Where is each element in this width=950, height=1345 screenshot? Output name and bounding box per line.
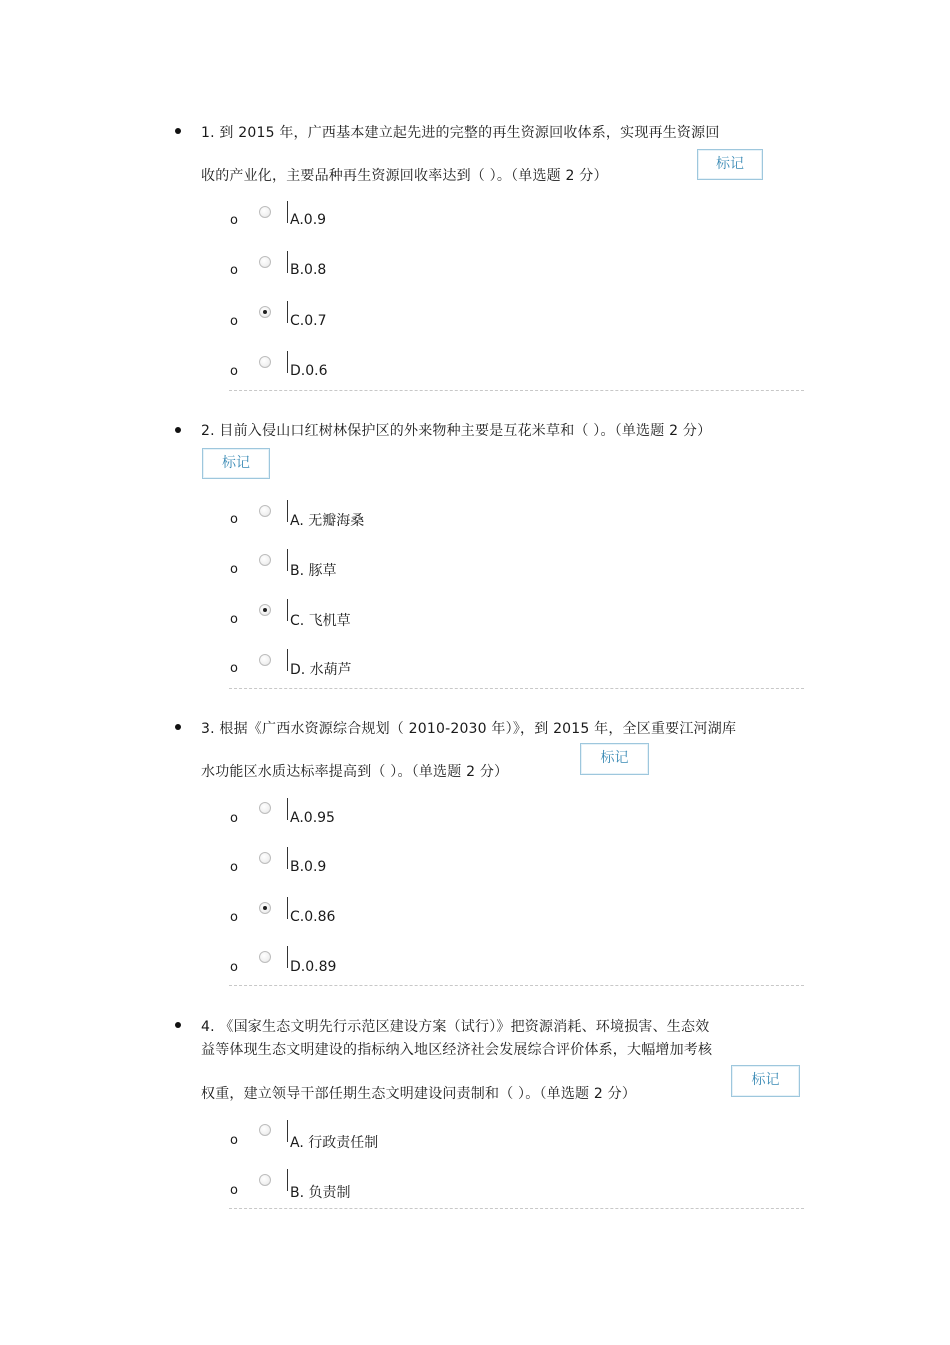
- option-bullet: o: [230, 562, 238, 577]
- option-bullet: o: [230, 364, 238, 379]
- option-bullet: o: [230, 512, 238, 527]
- option-radio[interactable]: [259, 802, 271, 814]
- mark-button[interactable]: 标记: [580, 743, 649, 775]
- option-radio-selected[interactable]: [259, 902, 271, 914]
- text-cursor: [287, 301, 288, 323]
- option-label[interactable]: D.0.89: [290, 959, 337, 975]
- text-cursor: [287, 500, 288, 522]
- option-label[interactable]: A.0.9: [290, 212, 327, 228]
- option-bullet: o: [230, 960, 238, 975]
- option-label[interactable]: B.0.8: [290, 262, 327, 278]
- text-cursor: [287, 649, 288, 671]
- question-1-line-1: 1. 到 2015 年，广西基本建立起先进的完整的再生资源回收体系，实现再生资源回: [201, 125, 720, 141]
- option-label[interactable]: D. 水葫芦: [290, 662, 352, 678]
- option-bullet: o: [230, 1133, 238, 1148]
- text-cursor: [287, 897, 288, 919]
- text-cursor: [287, 1169, 288, 1191]
- question-1-line-2: 收的产业化，主要品种再生资源回收率达到（ ）。（单选题 2 分）: [201, 168, 608, 184]
- option-bullet: o: [230, 860, 238, 875]
- option-radio[interactable]: [259, 1174, 271, 1186]
- option-radio[interactable]: [259, 1124, 271, 1136]
- option-radio[interactable]: [259, 206, 271, 218]
- option-label[interactable]: A. 无瓣海桑: [290, 513, 365, 529]
- option-radio[interactable]: [259, 654, 271, 666]
- question-divider: [229, 1208, 804, 1209]
- option-label[interactable]: C.0.7: [290, 313, 327, 329]
- option-label[interactable]: A. 行政责任制: [290, 1135, 379, 1151]
- question-bullet: [175, 427, 181, 433]
- option-bullet: o: [230, 213, 238, 228]
- text-cursor: [287, 599, 288, 621]
- option-label[interactable]: B. 负责制: [290, 1185, 351, 1201]
- option-radio[interactable]: [259, 852, 271, 864]
- option-label[interactable]: D.0.6: [290, 363, 328, 379]
- question-divider: [229, 985, 804, 986]
- question-3-line-2: 水功能区水质达标率提高到（ ）。（单选题 2 分）: [201, 764, 509, 780]
- option-bullet: o: [230, 314, 238, 329]
- option-bullet: o: [230, 263, 238, 278]
- question-divider: [229, 688, 804, 689]
- question-4-line-3: 权重，建立领导干部任期生态文明建设问责制和（ ）。（单选题 2 分）: [201, 1086, 637, 1102]
- option-bullet: o: [230, 811, 238, 826]
- text-cursor: [287, 251, 288, 273]
- option-label[interactable]: C.0.86: [290, 909, 336, 925]
- question-4-line-1: 4. 《国家生态文明先行示范区建设方案（试行）》把资源消耗、环境损害、生态效: [201, 1019, 710, 1035]
- mark-button[interactable]: 标记: [202, 448, 270, 479]
- option-label[interactable]: B. 豚草: [290, 563, 337, 579]
- option-bullet: o: [230, 661, 238, 676]
- mark-button[interactable]: 标记: [731, 1065, 800, 1097]
- option-radio[interactable]: [259, 951, 271, 963]
- option-radio[interactable]: [259, 554, 271, 566]
- question-divider: [229, 390, 804, 391]
- question-2-line-1: 2. 目前入侵山口红树林保护区的外来物种主要是互花米草和（ ）。（单选题 2 分）: [201, 423, 712, 439]
- text-cursor: [287, 798, 288, 820]
- text-cursor: [287, 1120, 288, 1142]
- text-cursor: [287, 549, 288, 571]
- option-radio-selected[interactable]: [259, 306, 271, 318]
- question-bullet: [175, 1022, 181, 1028]
- question-3-line-1: 3. 根据《广西水资源综合规划（ 2010-2030 年）》，到 2015 年，全区重要江河湖库: [201, 721, 737, 737]
- option-label[interactable]: C. 飞机草: [290, 613, 351, 629]
- option-bullet: o: [230, 910, 238, 925]
- option-bullet: o: [230, 1183, 238, 1198]
- option-radio[interactable]: [259, 256, 271, 268]
- option-radio[interactable]: [259, 356, 271, 368]
- question-bullet: [175, 724, 181, 730]
- option-radio-selected[interactable]: [259, 604, 271, 616]
- option-label[interactable]: B.0.9: [290, 859, 327, 875]
- option-radio[interactable]: [259, 505, 271, 517]
- text-cursor: [287, 201, 288, 223]
- text-cursor: [287, 946, 288, 968]
- question-bullet: [175, 128, 181, 134]
- option-label[interactable]: A.0.95: [290, 810, 335, 826]
- mark-button[interactable]: 标记: [697, 149, 763, 180]
- question-4-line-2: 益等体现生态文明建设的指标纳入地区经济社会发展综合评价体系，大幅增加考核: [201, 1042, 713, 1058]
- text-cursor: [287, 847, 288, 869]
- text-cursor: [287, 351, 288, 373]
- option-bullet: o: [230, 612, 238, 627]
